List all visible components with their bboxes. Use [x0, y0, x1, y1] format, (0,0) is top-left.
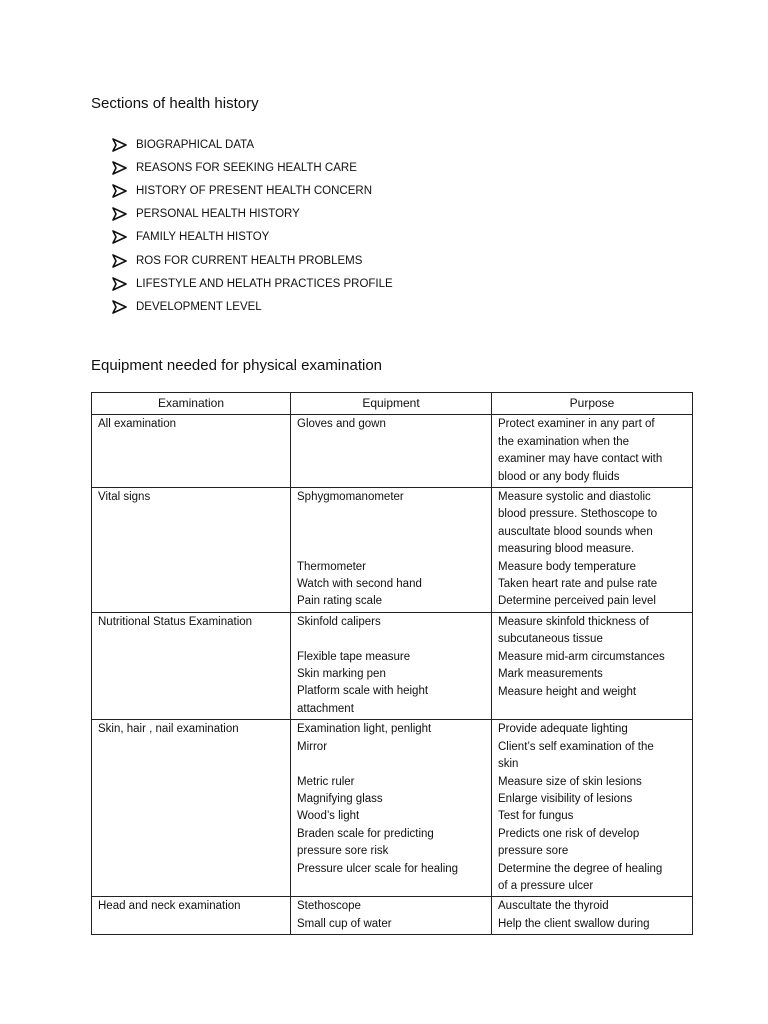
blank-line: [297, 541, 485, 558]
purpose-line: pressure sore: [498, 845, 569, 858]
purpose-line: Provide adequate lighting: [498, 723, 628, 736]
list-item: [112, 295, 393, 318]
purpose-line: examiner may have contact with: [498, 453, 663, 466]
examination-cell: [92, 612, 291, 719]
equipment-line: Sphygmomanometer: [297, 491, 404, 504]
purpose-line: Measure height and weight: [498, 685, 637, 698]
purpose-line: Measure size of skin lesions: [498, 775, 642, 788]
equipment-cell: [291, 415, 492, 488]
purpose-line: blood or any body fluids: [498, 470, 620, 483]
equipment-table: [91, 392, 693, 935]
purpose-line: Client’s self examination of the: [498, 740, 654, 753]
purpose-line: Mark measurements: [498, 668, 603, 681]
arrow-bullet-icon: [112, 184, 127, 198]
arrow-bullet-icon: [112, 161, 127, 175]
examination-cell: [92, 897, 291, 935]
table-row: [92, 612, 693, 719]
blank-line: [297, 506, 485, 523]
purpose-cell: [492, 897, 693, 935]
list-item: [112, 203, 393, 226]
equipment-line: Mirror: [297, 740, 328, 753]
purpose-line: of a pressure ulcer: [498, 879, 594, 892]
equipment-line: Braden scale for predicting: [297, 827, 434, 840]
purpose-line: measuring blood measure.: [498, 543, 635, 556]
purpose-line: Determine the degree of healing: [498, 862, 663, 875]
arrow-bullet-icon: [112, 300, 127, 314]
equipment-line: Pressure ulcer scale for healing: [297, 862, 459, 875]
purpose-line: Enlarge visibility of lesions: [498, 792, 633, 805]
list-item: [112, 133, 393, 156]
purpose-line: skin: [498, 758, 519, 771]
examination-cell: [92, 415, 291, 488]
purpose-line: Measure mid-arm circumstances: [498, 650, 665, 663]
examination-label: All examination: [98, 418, 176, 431]
table-header-row: [92, 393, 693, 415]
list-item-label: LIFESTYLE AND HELATH PRACTICES PROFILE: [136, 277, 393, 290]
table-row: [92, 488, 693, 613]
purpose-line: Auscultate the thyroid: [498, 900, 609, 913]
purpose-line: Measure body temperature: [498, 560, 637, 573]
list-item-label: HISTORY OF PRESENT HEALTH CONCERN: [136, 184, 373, 197]
list-item-label: DEVELOPMENT LEVEL: [136, 300, 262, 313]
equipment-line: Metric ruler: [297, 775, 355, 788]
list-item-label: REASONS FOR SEEKING HEALTH CARE: [136, 161, 357, 174]
purpose-line: blood pressure. Stethoscope to: [498, 508, 658, 521]
equipment-cell: [291, 720, 492, 897]
equipment-cell: [291, 488, 492, 613]
list-item: [112, 249, 393, 272]
section-title-health-history: Sections of health history: [91, 95, 259, 112]
list-item-label: ROS FOR CURRENT HEALTH PROBLEMS: [136, 254, 363, 267]
blank-line: [297, 631, 485, 648]
health-history-section-list: [112, 133, 393, 319]
purpose-line: Protect examiner in any part of: [498, 418, 655, 431]
purpose-line: subcutaneous tissue: [498, 633, 603, 646]
table-row: [92, 897, 693, 935]
column-header-examination: Examination: [92, 393, 291, 415]
equipment-line: Skin marking pen: [297, 668, 386, 681]
equipment-cell: [291, 612, 492, 719]
section-title-equipment: Equipment needed for physical examination: [91, 357, 383, 374]
purpose-line: Measure systolic and diastolic: [498, 491, 651, 504]
purpose-line: Help the client swallow during: [498, 917, 650, 930]
examination-cell: [92, 720, 291, 897]
arrow-bullet-icon: [112, 277, 127, 291]
purpose-line: the examination when the: [498, 435, 630, 448]
purpose-cell: [492, 415, 693, 488]
equipment-line: Skinfold calipers: [297, 615, 381, 628]
equipment-line: Thermometer: [297, 560, 367, 573]
equipment-line: Small cup of water: [297, 917, 392, 930]
purpose-line: Test for fungus: [498, 810, 574, 823]
column-header-equipment: Equipment: [291, 393, 492, 415]
examination-label: Head and neck examination: [98, 900, 241, 913]
equipment-line: Watch with second hand: [297, 578, 422, 591]
arrow-bullet-icon: [112, 138, 127, 152]
list-item: [112, 179, 393, 202]
column-header-purpose: Purpose: [492, 393, 693, 415]
purpose-cell: [492, 488, 693, 613]
purpose-line: auscultate blood sounds when: [498, 525, 653, 538]
examination-label: Skin, hair , nail examination: [98, 723, 239, 736]
table-row: [92, 415, 693, 488]
equipment-line: attachment: [297, 702, 354, 715]
arrow-bullet-icon: [112, 207, 127, 221]
list-item-label: PERSONAL HEALTH HISTORY: [136, 208, 300, 221]
purpose-line: Predicts one risk of develop: [498, 827, 640, 840]
equipment-line: Magnifying glass: [297, 792, 383, 805]
equipment-line: Platform scale with height: [297, 685, 429, 698]
examination-label: Vital signs: [98, 491, 151, 504]
purpose-cell: [492, 720, 693, 897]
list-item: [112, 272, 393, 295]
equipment-line: Examination light, penlight: [297, 723, 432, 736]
examination-label: Nutritional Status Examination: [98, 615, 253, 628]
purpose-line: Taken heart rate and pulse rate: [498, 578, 658, 591]
equipment-line: Pain rating scale: [297, 595, 383, 608]
list-item: [112, 226, 393, 249]
equipment-line: Stethoscope: [297, 900, 361, 913]
purpose-cell: [492, 612, 693, 719]
blank-line: [297, 524, 485, 541]
blank-line: [297, 756, 485, 773]
equipment-line: pressure sore risk: [297, 845, 389, 858]
purpose-line: Measure skinfold thickness of: [498, 615, 649, 628]
equipment-cell: [291, 897, 492, 935]
arrow-bullet-icon: [112, 254, 127, 268]
list-item: [112, 156, 393, 179]
arrow-bullet-icon: [112, 230, 127, 244]
equipment-line: Wood’s light: [297, 810, 360, 823]
equipment-line: Gloves and gown: [297, 418, 386, 431]
purpose-line: Determine perceived pain level: [498, 595, 656, 608]
list-item-label: BIOGRAPHICAL DATA: [136, 138, 255, 151]
table-row: [92, 720, 693, 897]
list-item-label: FAMILY HEALTH HISTOY: [136, 231, 270, 244]
equipment-line: Flexible tape measure: [297, 650, 411, 663]
examination-cell: [92, 488, 291, 613]
